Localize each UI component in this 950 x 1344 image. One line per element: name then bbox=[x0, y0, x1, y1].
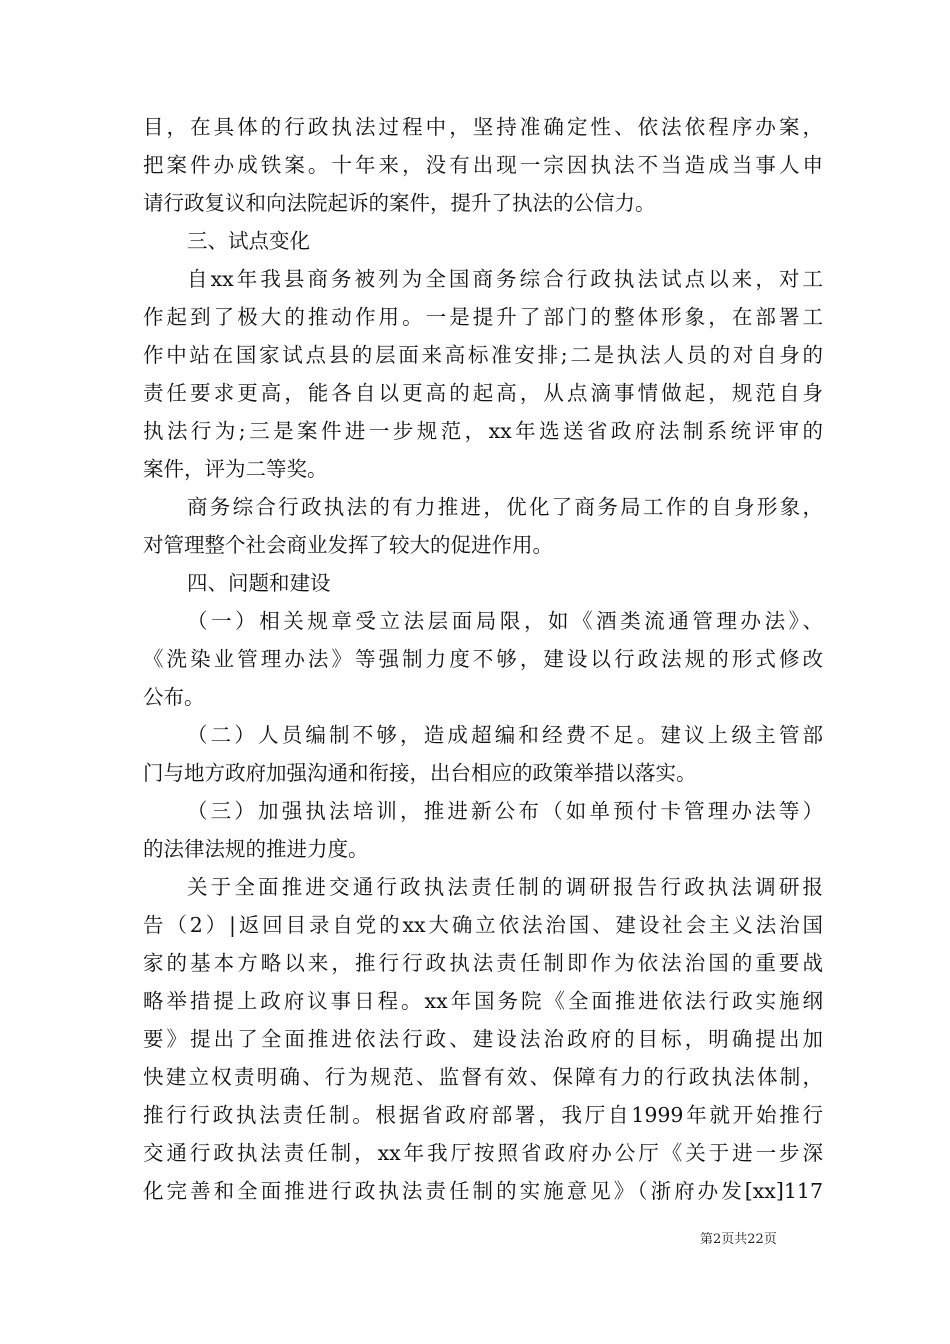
text-line: 《洗染业管理办法》等强制力度不够，建设以行政法规的形式修改 bbox=[143, 647, 823, 671]
text-line: 把案件办成铁案。十年来，没有出现一宗因执法不当造成当事人申 bbox=[143, 153, 823, 177]
text-line: 对管理整个社会商业发挥了较大的促进作用。 bbox=[143, 533, 553, 557]
text-line: 自xx年我县商务被列为全国商务综合行政执法试点以来，对工 bbox=[187, 267, 823, 291]
document-body bbox=[143, 108, 823, 1210]
text-line: 门与地方政府加强沟通和衔接，出台相应的政策举措以落实。 bbox=[143, 761, 697, 785]
text-line: 要》提出了全面推进依法行政、建设法治政府的目标，明确提出加 bbox=[143, 1027, 823, 1051]
text-line: 商务综合行政执法的有力推进，优化了商务局工作的自身形象， bbox=[187, 495, 823, 519]
text-line: 略举措提上政府议事日程。xx年国务院《全面推进依法行政实施纲 bbox=[143, 989, 823, 1013]
text-line: 案件，评为二等奖。 bbox=[143, 457, 328, 481]
section-heading: 四、问题和建设 bbox=[187, 571, 331, 595]
text-line: 推行行政执法责任制。根据省政府部署，我厅自1999年就开始推行 bbox=[143, 1103, 823, 1127]
section-heading: 三、试点变化 bbox=[187, 229, 310, 253]
text-line: 告（2）|返回目录自党的xx大确立依法治国、建设社会主义法治国 bbox=[143, 913, 823, 937]
text-line: 化完善和全面推进行政执法责任制的实施意见》（浙府办发[xx]117 bbox=[143, 1179, 823, 1203]
text-line: 关于全面推进交通行政执法责任制的调研报告行政执法调研报 bbox=[187, 875, 823, 899]
text-line: 公布。 bbox=[143, 685, 205, 709]
text-line: （二）人员编制不够，造成超编和经费不足。建议上级主管部 bbox=[187, 723, 823, 747]
text-line: 责任要求更高，能各自以更高的起高，从点滴事情做起，规范自身 bbox=[143, 381, 823, 405]
text-line: （一）相关规章受立法层面局限，如《酒类流通管理办法》、 bbox=[187, 609, 823, 633]
page-number-footer: 第2页共22页 bbox=[700, 1232, 777, 1247]
text-line: 交通行政执法责任制，xx年我厅按照省政府办公厅《关于进一步深 bbox=[143, 1141, 823, 1165]
text-line: 快建立权责明确、行为规范、监督有效、保障有力的行政执法体制， bbox=[143, 1065, 823, 1089]
text-line: 的法律法规的推进力度。 bbox=[143, 837, 369, 861]
text-line: （三）加强执法培训，推进新公布（如单预付卡管理办法等） bbox=[187, 799, 823, 823]
text-line: 作中站在国家试点县的层面来高标准安排;二是执法人员的对自身的 bbox=[143, 343, 823, 367]
text-line: 请行政复议和向法院起诉的案件，提升了执法的公信力。 bbox=[143, 191, 656, 215]
text-line: 作起到了极大的推动作用。一是提升了部门的整体形象，在部署工 bbox=[143, 305, 823, 329]
text-line: 执法行为;三是案件进一步规范，xx年选送省政府法制系统评审的 bbox=[143, 419, 823, 443]
text-line: 目，在具体的行政执法过程中，坚持准确定性、依法依程序办案， bbox=[143, 115, 823, 139]
text-line: 家的基本方略以来，推行行政执法责任制即作为依法治国的重要战 bbox=[143, 951, 823, 975]
